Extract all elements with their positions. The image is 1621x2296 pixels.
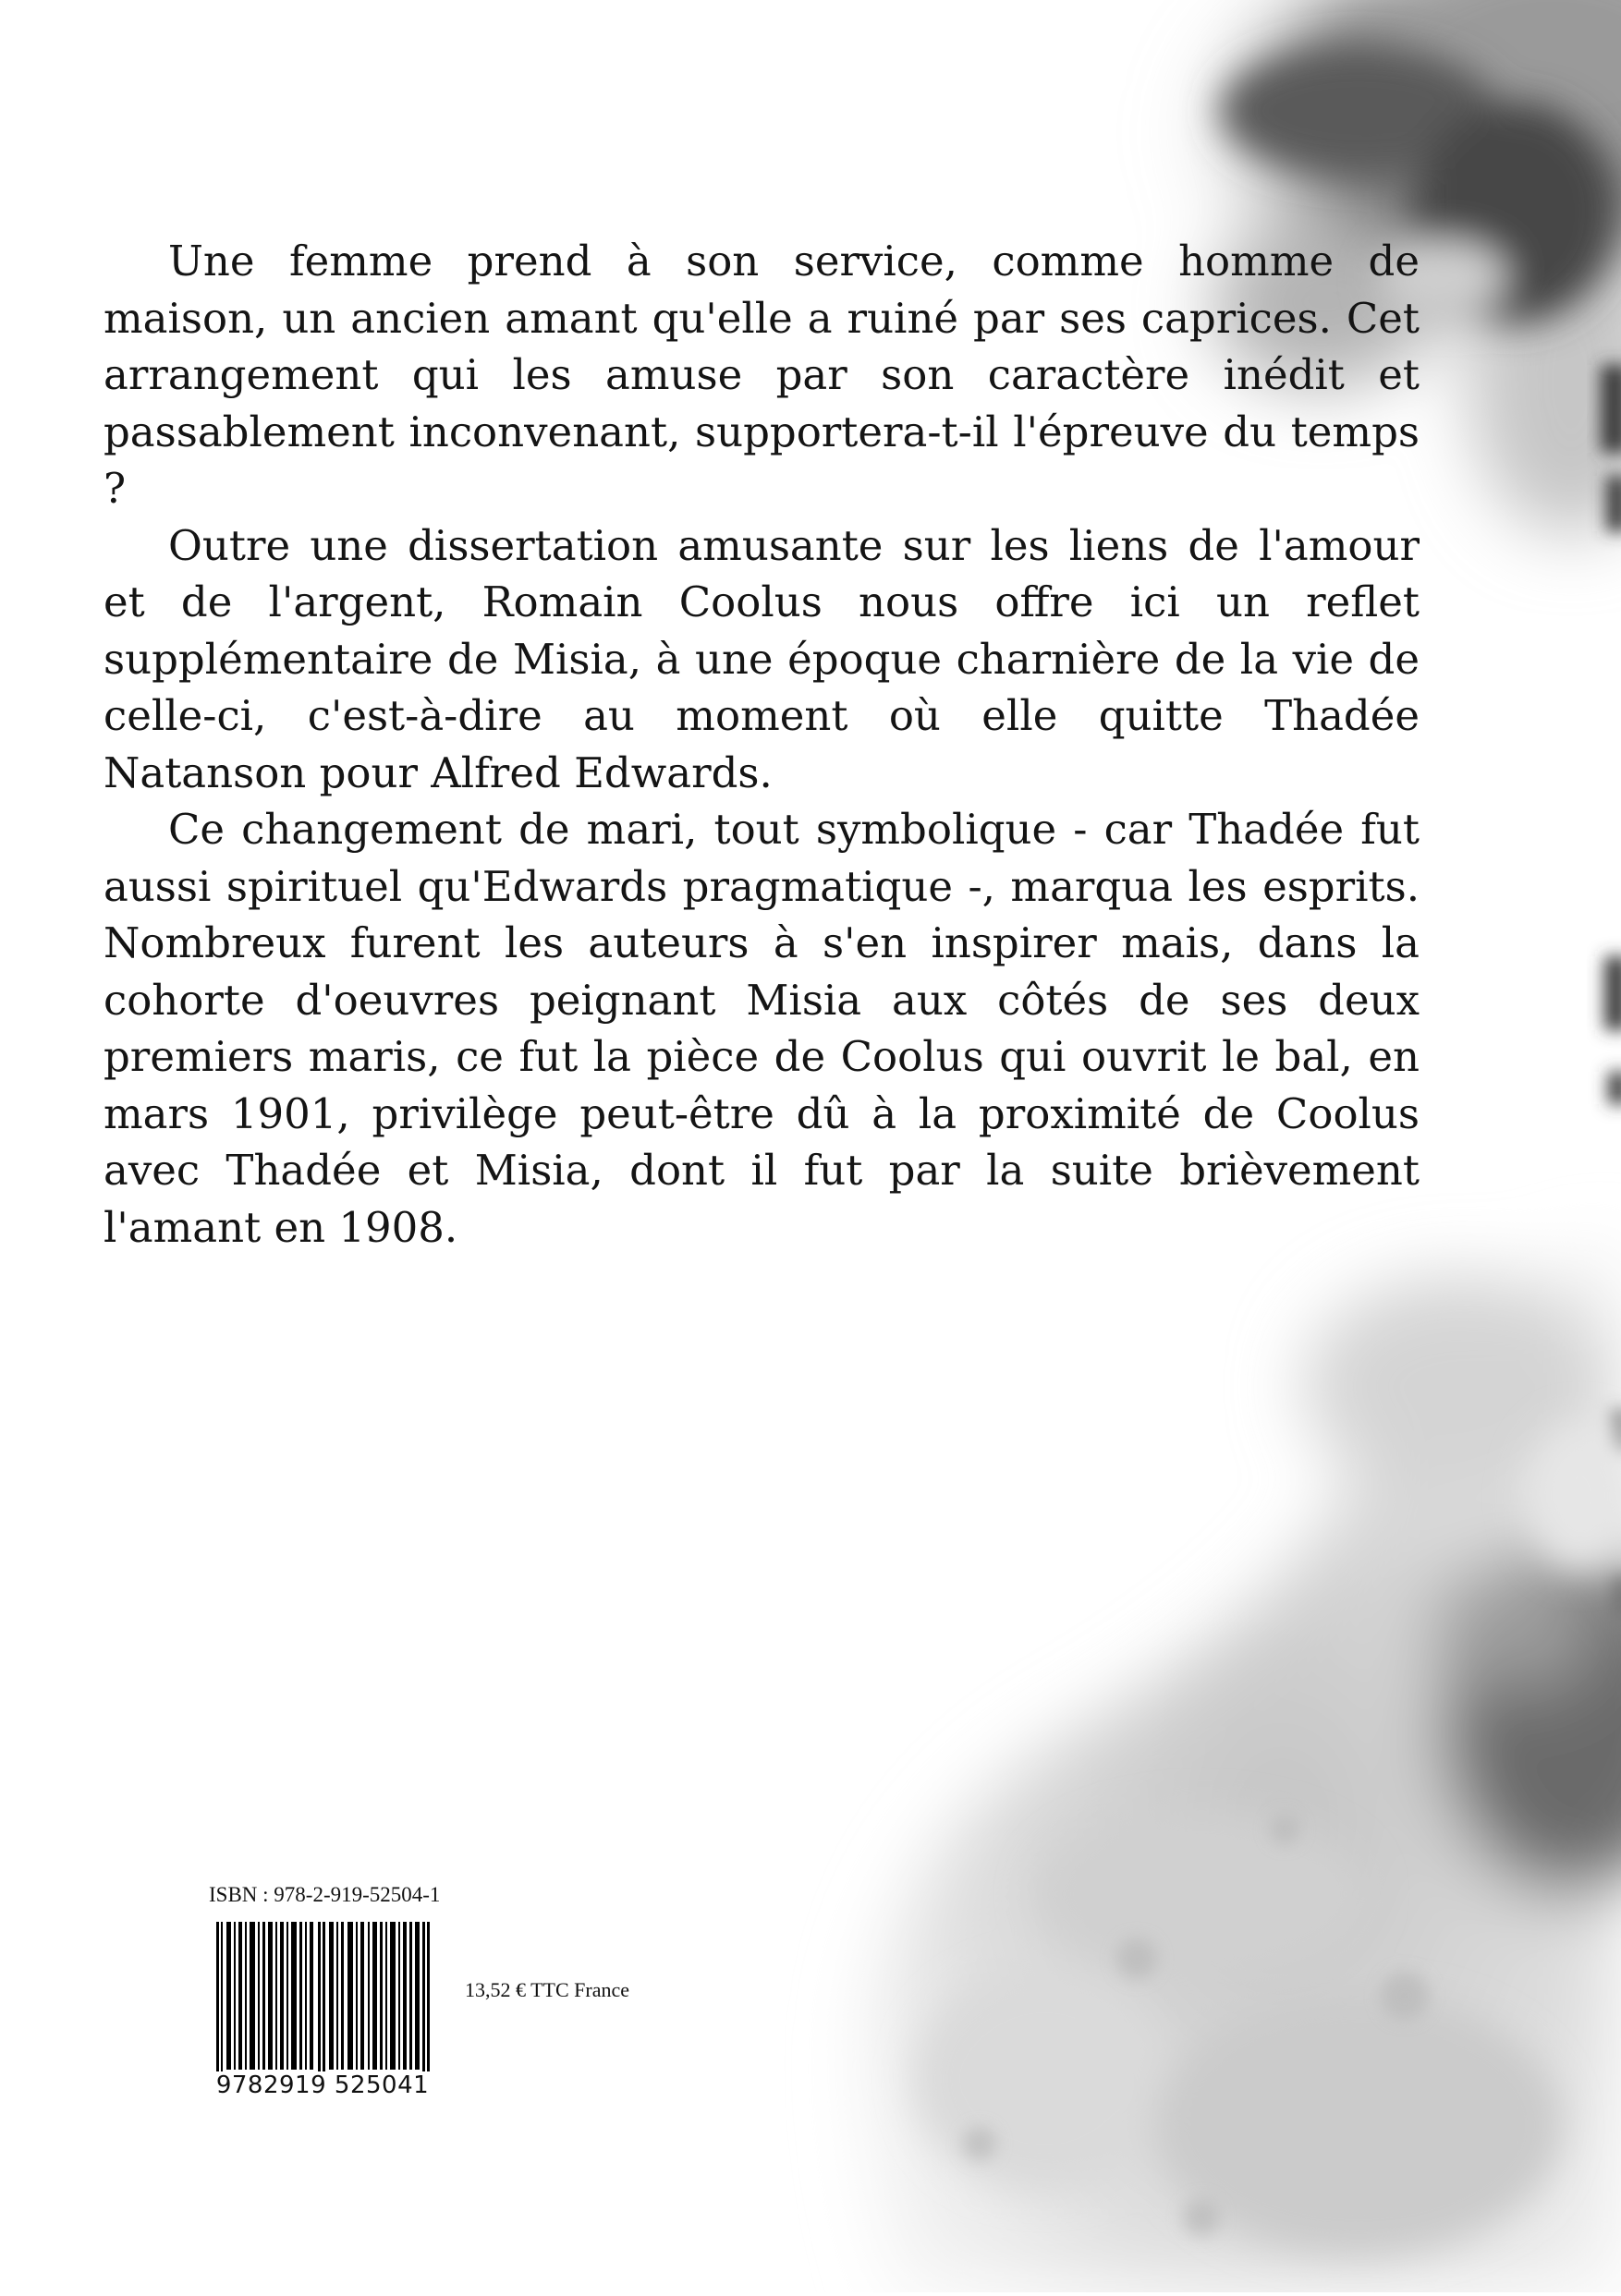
price-label: 13,52 € TTC France <box>465 1978 630 2001</box>
blurb-paragraph: Outre une dissertation amusante sur les liens de l'amour et de l'argent, Romain Coolus nous offre ici un reflet supplémentaire de Misia, à une époque charnière de la vie de celle-ci, c'est-à-dire au moment où elle quitte Thadée Natanson pour Alfred Edwards. <box>104 520 1420 797</box>
blurb-paragraph: Une femme prend à son service, comme homme de maison, un ancien amant qu'elle a ruiné par ses caprices. Cet arrangement qui les amuse par son caractère inédit et passablement inconvenant, supportera-t-il l'épreuve du temps ? <box>104 237 1420 513</box>
blurb-paragraph: Ce changement de mari, tout symbolique - car Thadée fut aussi spirituel qu'Edwards pragmatique -, marqua les esprits. Nombreux furent les auteurs à s'en inspirer mais, dans la cohorte d'oeuvres peignant Misia aux côtés de ses deux premiers maris, ce fut la pièce de Coolus qui ouvrit le bal, en mars 1901, privilège peut-être dû à la proximité de Coolus avec Thadée et Misia, dont il fut par la suite brièvement l'amant en 1908. <box>104 805 1420 1252</box>
barcode-digits: 9782919 525041 <box>211 2071 434 2099</box>
barcode-icon <box>211 1920 434 2110</box>
isbn-label: ISBN : 978-2-919-52504-1 <box>209 1883 441 1906</box>
back-cover-blurb <box>104 233 1420 1256</box>
